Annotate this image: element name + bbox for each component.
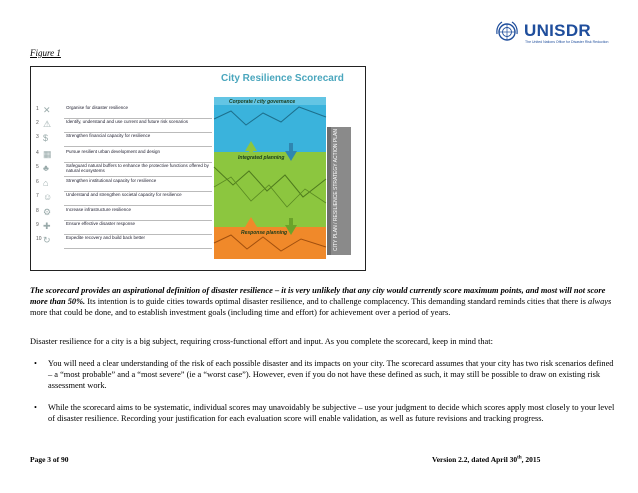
- integrated-band-label: Integrated planning: [238, 155, 285, 161]
- row-label: Identify, understand and use current and future risk scenarios: [66, 119, 188, 124]
- figure-label: Figure 1: [30, 48, 61, 58]
- row-number: 7: [36, 193, 39, 199]
- bullet-subjective-scores: [34, 402, 616, 424]
- paragraph-bold-intro: The scorecard provides an aspirational definition of disaster resilience – it is very unlikely that any city would currently score maximum points, and most will not score more than 50%.: [30, 286, 606, 306]
- row-number: 10: [36, 236, 42, 242]
- version-year: , 2015: [521, 455, 541, 464]
- scorecard-row: [36, 235, 212, 247]
- paragraph-emphasis-always: always: [588, 297, 612, 306]
- nature-icon: ♣: [43, 163, 49, 173]
- scorecard-row: [36, 149, 212, 161]
- scorecard-row: [36, 163, 212, 175]
- scorecard-row: [36, 207, 212, 219]
- governance-band-label: Corporate / city governance: [229, 99, 296, 105]
- figure-title: City Resilience Scorecard: [221, 73, 344, 84]
- row-number: 8: [36, 208, 39, 214]
- paragraph-scorecard-definition: [30, 285, 616, 318]
- logo-subtitle: The United Nations Office for Disaster Risk Reduction: [525, 40, 609, 44]
- row-label: Understand and strengthen societal capacity for resilience: [66, 192, 182, 197]
- row-number: 5: [36, 164, 39, 170]
- row-label: Pursue resilient urban development and design: [66, 149, 161, 154]
- institution-icon: ⌂: [43, 178, 49, 188]
- scorecard-row: [36, 221, 212, 233]
- page-number: Page 3 of 90: [30, 455, 69, 464]
- version-info: [432, 455, 540, 464]
- version-superscript: th: [517, 455, 522, 461]
- scorecard-row: [36, 119, 212, 131]
- city-plan-box: [331, 127, 351, 255]
- row-label: Strengthen financial capacity for resilience: [66, 133, 151, 138]
- paragraph-rest-a: Its intention is to guide cities towards optimal disaster resilience, and to challenge complacency. This demanding standard reminds cities that there is: [87, 297, 586, 306]
- scorecard-row: [36, 105, 212, 117]
- scorecard-figure: [30, 66, 366, 271]
- row-label: Organise for disaster resilience: [66, 105, 129, 110]
- bullet-text: You will need a clear understanding of the risk of each possible disaster and its impacts on your city. The scorecard assumes that your city has two risk scenarios defined – a “most probable” and a “most severe” (ie a “worst case”). However, even if you do not have these defined as such, it may still be possible to draw on existing risk assessment work.: [48, 359, 614, 390]
- row-label: Safeguard natural buffers to enhance the protective functions offered by natural ecosystems: [66, 163, 209, 173]
- building-icon: ▦: [43, 149, 52, 159]
- risk-icon: ⚠: [43, 119, 52, 129]
- organise-icon: ✕: [43, 105, 51, 115]
- row-number: 4: [36, 150, 39, 156]
- version-text: Version 2.2, dated April 30: [432, 455, 518, 464]
- response-band-label: Response planning: [241, 230, 288, 236]
- scorecard-row: [36, 178, 212, 190]
- bullet-text: While the scorecard aims to be systematic, individual scores may unavoidably be subjective – use your judgment to decide which scores apply most closely to your level of disaster resilience. Recording your justification for each evaluation score will enable validation, as well as future revisions and tracking progress.: [48, 403, 615, 423]
- recovery-icon: ↻: [43, 235, 51, 245]
- row-number: 9: [36, 222, 39, 228]
- response-icon: ✚: [43, 221, 51, 231]
- row-label: Strengthen institutional capacity for resilience: [66, 178, 157, 183]
- bullet-risk-understanding: [34, 358, 616, 391]
- unisdr-logo: [494, 20, 614, 44]
- paragraph-cross-functional: Disaster resilience for a city is a big subject, requiring cross-functional effort and input. As you complete the scorecard, keep in mind that:: [30, 337, 493, 346]
- integrated-band: [214, 152, 326, 227]
- bullet-icon: •: [34, 359, 37, 368]
- people-icon: ☺: [43, 192, 53, 202]
- infrastructure-icon: ⚙: [43, 207, 52, 217]
- row-number: 6: [36, 179, 39, 185]
- city-plan-text: CITY PLAN / RESILIENCE STRATEGY ACTION PLAN: [333, 129, 339, 251]
- logo-text: UNISDR: [524, 21, 591, 40]
- paragraph-rest-b: more that could be done, and to establish investment goals (including time and effort) for achievement over a period of years.: [30, 308, 451, 317]
- un-emblem-icon: [494, 20, 520, 44]
- governance-band: [214, 97, 326, 152]
- row-number: 1: [36, 106, 39, 112]
- finance-icon: $: [43, 133, 49, 143]
- row-label: Expedite recovery and build back better: [66, 235, 146, 240]
- row-label: Increase infrastructure resilience: [66, 207, 132, 212]
- row-label: Ensure effective disaster response: [66, 221, 135, 226]
- row-number: 3: [36, 134, 39, 140]
- row-number: 2: [36, 120, 39, 126]
- scorecard-row: [36, 192, 212, 204]
- scorecard-row: [36, 133, 212, 145]
- bullet-icon: •: [34, 403, 37, 412]
